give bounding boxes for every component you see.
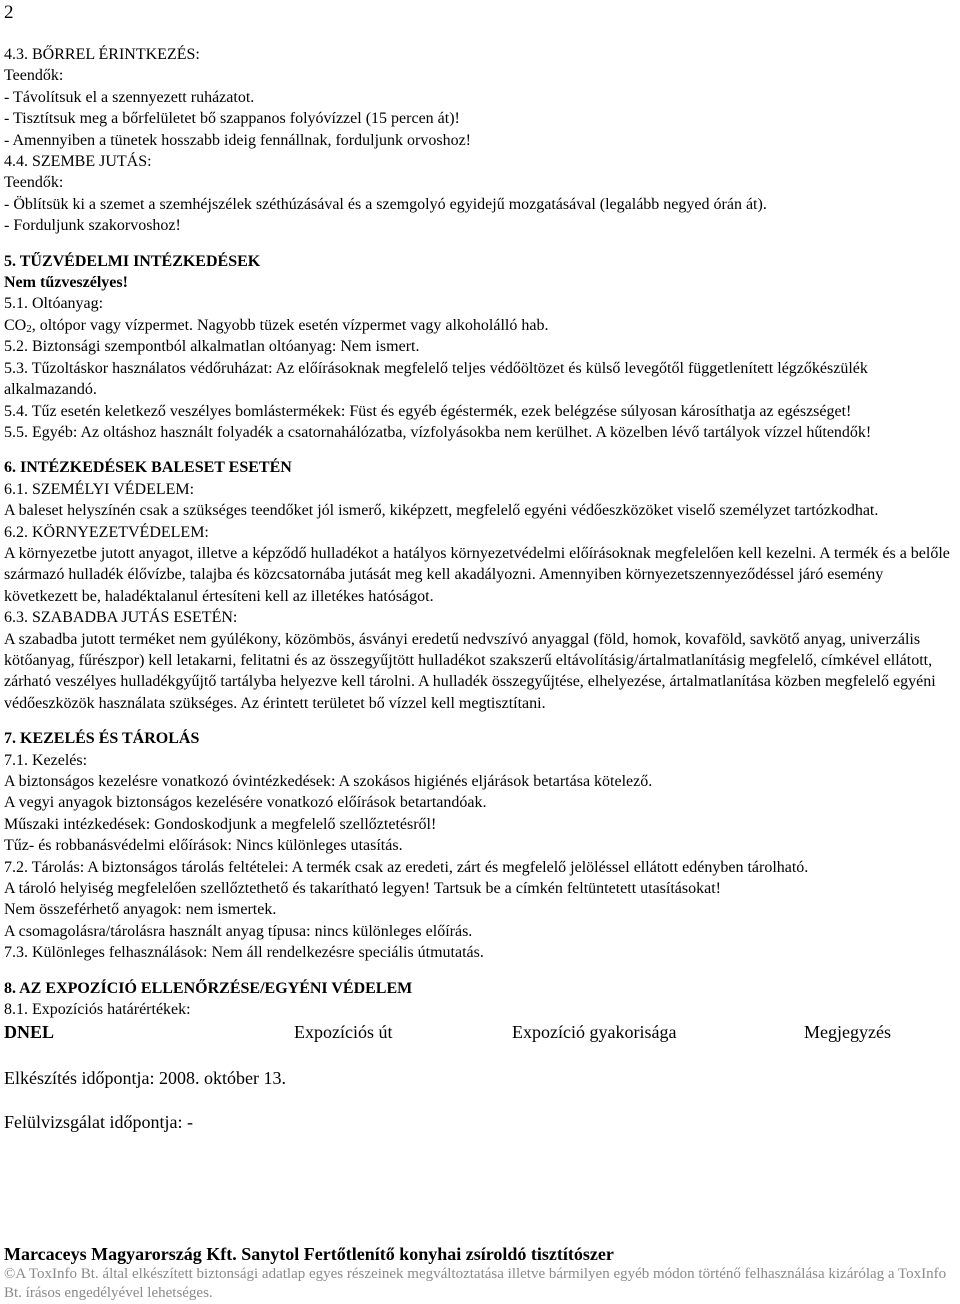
section-heading: 8. AZ EXPOZÍCIÓ ELLENŐRZÉSE/EGYÉNI VÉDELEM xyxy=(4,979,413,997)
paragraph-title: 6.2. KÖRNYEZETVÉDELEM: xyxy=(4,523,209,541)
paragraph-title: 7.1. Kezelés: xyxy=(4,751,88,769)
teendok-label: Teendők: xyxy=(4,174,64,192)
spacer xyxy=(4,714,954,728)
section-subheading: Nem tűzveszélyes! xyxy=(4,274,128,292)
section-heading: 4.4. SZEMBE JUTÁS: xyxy=(4,153,152,171)
paragraph-title: 8.1. Expozíciós határértékek: xyxy=(4,1001,191,1019)
paragraph-5-4: 5.4. Tűz esetén keletkező veszélyes bomlástermékek: Füst és egyéb égéstermék, ezek belégzése súlyosan károsíthatja az egészséget! xyxy=(4,402,852,420)
column-header: Megjegyzés xyxy=(804,1022,891,1043)
paragraph-5-3: 5.3. Tűzoltáskor használatos védőruházat: Az előírásoknak megfelelő teljes védőöltözet és külső levegőtől függetlenített légzőkészülék alkalmazandó. xyxy=(4,359,868,399)
column-header: DNEL xyxy=(4,1022,55,1043)
subscript-2: 2 xyxy=(26,322,32,335)
paragraph-6-3: A szabadba jutott terméket nem gyúlékony, közömbös, ásványi eredetű nedvszívó anyaggal (föld, homok, kovaföld, savkötő anyag, univerzális kötőanyag, fűrészpor) kell letakarni, felitatni és az összegyűjtött hulladékot szakszerű eltávolításig/ártalmatlanításig megfelelő, címkével ellátott, zárható veszélyes hulladékgyűjtő tartályba helyezve kell tárolni. A hulladék összegyűjtése, elhelyezése, ártalmatlanítása közben megfelelő egyéni védőeszközök használata szükséges. Az érintett területet bő vízzel kell megtisztítani. xyxy=(4,630,936,712)
paragraph-title: 5.1. Oltóanyag: xyxy=(4,295,104,313)
list-item: - Távolítsuk el a szennyezett ruházatot. xyxy=(4,88,255,106)
paragraph-6-2: A környezetbe jutott anyagot, illetve a képződő hulladékot a hatályos környezetvédelmi előírásoknak megfelelően kell kezelni. A termék és a belőle származó hulladék élővízbe, talajba és közcsatornába jutását meg kell akadályozni. Amennyiben környezetszennyeződéssel járó esemény következett be, haladéktalanul értesíteni kell az illetékes hatóságot. xyxy=(4,544,950,605)
page-number: 2 xyxy=(4,2,14,23)
section-heading: 6. INTÉZKEDÉSEK BALESET ESETÉN xyxy=(4,459,292,477)
list-item: 7.2. Tárolás: A biztonságos tárolás feltételei: A termék csak az eredeti, zárt és megfelelő jelöléssel ellátott edényben tárolható. xyxy=(4,858,809,876)
prepared-date: Elkészítés időpontja: 2008. október 13. xyxy=(4,1068,286,1089)
review-date: Felülvizsgálat időpontja: - xyxy=(4,1112,193,1133)
section-4-4 xyxy=(4,151,954,237)
teendok-label: Teendők: xyxy=(4,67,64,85)
paragraph-5-5: 5.5. Egyéb: Az oltáshoz használt folyadék a csatornahálózatba, vízfolyásokba nem kerülhet. A közelben lévő tartályok vízzel hűtendők! xyxy=(4,423,872,441)
list-item: - Öblítsük ki a szemet a szemhéjszélek széthúzásával és a szemgolyó egyidejű mozgatásával (legalább negyed órán át). xyxy=(4,195,767,213)
column-header: Expozíció gyakorisága xyxy=(512,1022,677,1043)
spacer xyxy=(4,443,954,457)
paragraph-title: 6.1. SZEMÉLYI VÉDELEM: xyxy=(4,480,195,498)
list-item: A biztonságos kezelésre vonatkozó óvintézkedések: A szokásos higiénés eljárások betartása kötelező. xyxy=(4,773,653,790)
list-item: 7.3. Különleges felhasználások: Nem áll rendelkezésre speciális útmutatás. xyxy=(4,944,484,962)
list-item: A vegyi anyagok biztonságos kezelésére vonatkozó előírások betartandóak. xyxy=(4,794,487,812)
paragraph-6-1: A baleset helyszínén csak a szükséges teendőket jól ismerő, kiképzett, megfelelő egyéni védőeszközöket viselő személyzet tartózkodhat. xyxy=(4,502,879,520)
company-footer: Marcaceys Magyarország Kft. Sanytol Fertőtlenítő konyhai zsíroldó tisztítószer xyxy=(4,1244,614,1264)
list-item: A tároló helyiség megfelelően szellőztethető és takarítható legyen! Tartsuk be a címkén feltüntetett utasításokat! xyxy=(4,880,721,898)
paragraph-5-2: 5.2. Biztonsági szempontból alkalmatlan oltóanyag: Nem ismert. xyxy=(4,338,420,356)
spacer xyxy=(4,237,954,251)
paragraph-title: 6.3. SZABADBA JUTÁS ESETÉN: xyxy=(4,609,238,627)
document-body xyxy=(4,44,954,1133)
section-heading: 5. TŰZVÉDELMI INTÉZKEDÉSEK xyxy=(4,252,261,270)
spacer xyxy=(4,964,954,978)
list-item: A csomagolásra/tárolásra használt anyag típusa: nincs különleges előírás. xyxy=(4,922,473,940)
list-item: Műszaki intézkedések: Gondoskodjunk a megfelelő szellőztetésről! xyxy=(4,815,437,833)
section-6 xyxy=(4,457,954,714)
list-item: Tűz- és robbanásvédelmi előírások: Nincs különleges utasítás. xyxy=(4,837,403,855)
list-item: - Amennyiben a tünetek hosszabb ideig fennállnak, forduljunk orvoshoz! xyxy=(4,131,471,149)
list-item: Nem összeférhető anyagok: nem ismertek. xyxy=(4,901,277,919)
spacer xyxy=(4,1089,954,1111)
section-8 xyxy=(4,978,954,1044)
list-item: - Tisztítsuk meg a bőrfelületet bő szappanos folyóvízzel (15 percen át)! xyxy=(4,110,460,128)
section-7 xyxy=(4,728,954,963)
section-4-3 xyxy=(4,44,954,151)
paragraph-rest: , oltópor vagy vízpermet. Nagyobb tüzek esetén vízpermet vagy alkoholálló hab. xyxy=(31,316,549,334)
section-heading: 7. KEZELÉS ÉS TÁROLÁS xyxy=(4,730,200,748)
column-header: Expozíciós út xyxy=(294,1022,393,1043)
co-text: CO xyxy=(4,316,27,334)
section-5 xyxy=(4,251,954,444)
spacer xyxy=(4,1043,954,1067)
section-heading: 4.3. BŐRREL ÉRINTKEZÉS: xyxy=(4,46,200,63)
list-item: - Forduljunk szakorvoshoz! xyxy=(4,217,181,235)
exposure-table-header xyxy=(4,1021,954,1043)
copyright-note: ©A ToxInfo Bt. által elkészített biztonsági adatlap egyes részeinek megváltoztatása illetve bármilyen egyéb módon történő felhasználása kizárólag a ToxInfo Bt. írásos engedélyével lehetséges. xyxy=(4,1266,947,1301)
paragraph-5-1 xyxy=(4,315,954,336)
